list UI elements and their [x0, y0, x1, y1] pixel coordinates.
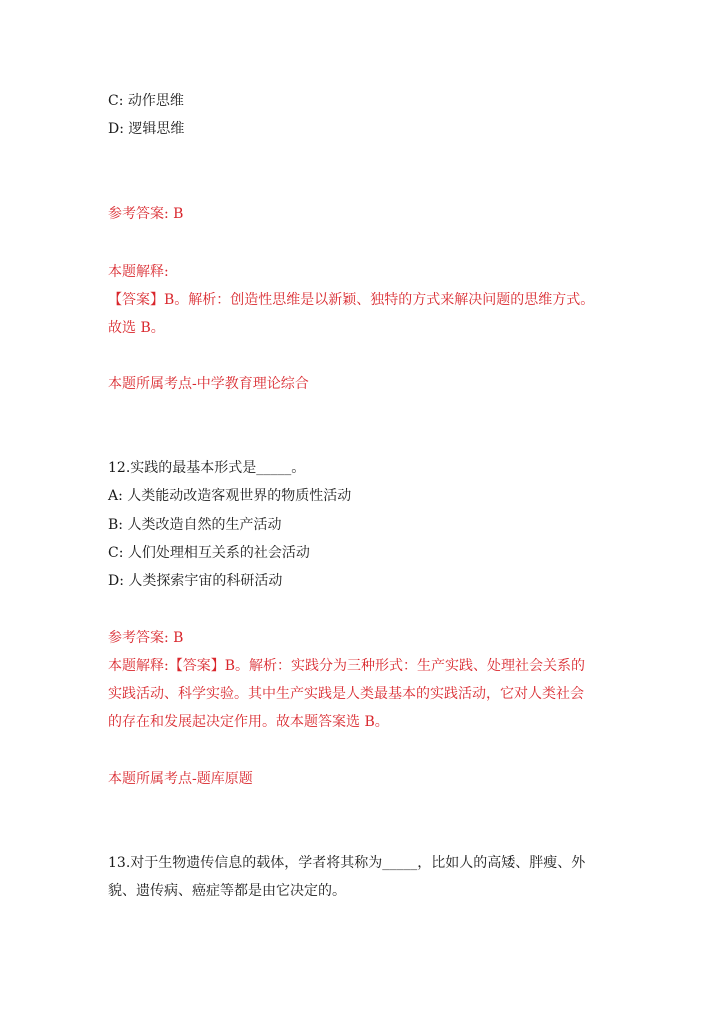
q11-option-d: D: 逻辑思维	[108, 121, 185, 137]
q12-answer: 参考答案: B	[108, 630, 184, 646]
q12-explanation-line: 本题解释:【答案】B。解析：实践分为三种形式：生产实践、处理社会关系的	[108, 658, 586, 674]
q12-option-a: A: 人类能动改造客观世界的物质性活动	[108, 488, 352, 504]
q12-stem: 12.实践的最基本形式是_____。	[108, 460, 306, 476]
q11-explanation-line: 【答案】B。解析：创造性思维是以新颖、独特的方式来解决问题的思维方式。	[108, 292, 595, 308]
q11-topic: 本题所属考点-中学教育理论综合	[108, 376, 309, 392]
q11-explanation-line: 故选 B。	[108, 320, 165, 336]
q11-explanation-title: 本题解释:	[108, 264, 169, 280]
q12-explanation-line: 的存在和发展起决定作用。故本题答案选 B。	[108, 714, 389, 730]
q11-answer: 参考答案: B	[108, 206, 184, 222]
q13-stem-line: 13.对于生物遗传信息的载体，学者将其称为_____，比如人的高矮、胖瘦、外	[108, 855, 586, 871]
q12-option-b: B: 人类改造自然的生产活动	[108, 517, 282, 533]
q11-option-c: C: 动作思维	[108, 93, 184, 109]
q12-option-c: C: 人们处理相互关系的社会活动	[108, 545, 310, 561]
q12-option-d: D: 人类探索宇宙的科研活动	[108, 573, 283, 589]
q13-stem-line: 貌、遗传病、癌症等都是由它决定的。	[108, 883, 346, 899]
q12-topic: 本题所属考点-题库原题	[108, 771, 253, 787]
q12-explanation-line: 实践活动、科学实验。其中生产实践是人类最基本的实践活动，它对人类社会	[108, 686, 584, 702]
